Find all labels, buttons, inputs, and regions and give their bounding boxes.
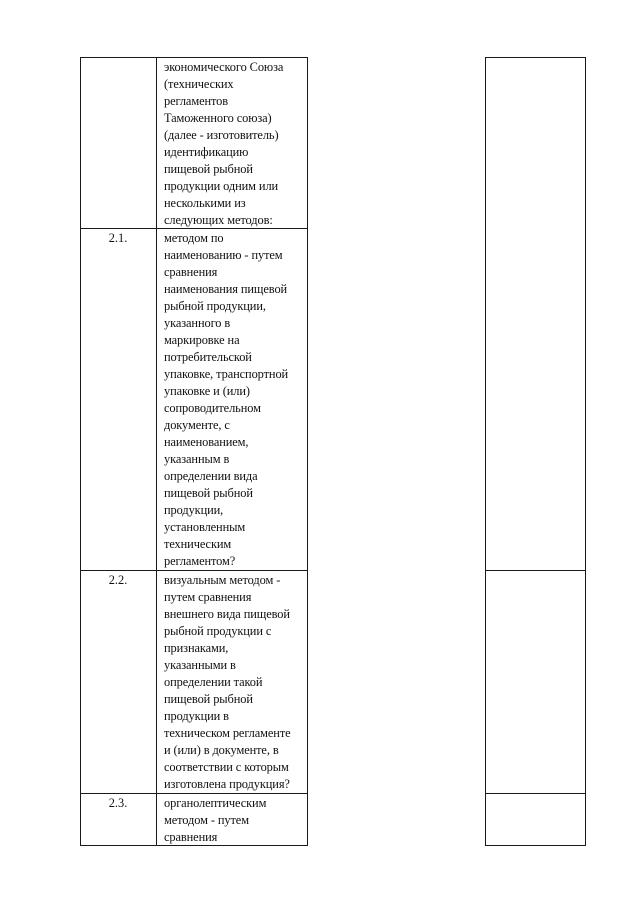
table-border-top-right: [485, 57, 586, 58]
table-divider-right-col: [485, 57, 486, 846]
table-border-left: [80, 57, 81, 846]
table-border-top-left: [80, 57, 308, 58]
row-text: визуальным методом - путем сравнения внешнего вида пищевой рыбной продукции с признаками, указанными в определении такой пищевой рыбной продукции в техническом регламенте и (или) в документе, в соответствии с которым изготовлена продукция?: [164, 573, 291, 791]
row-separator-2-right: [485, 570, 586, 571]
row-number: 2.3.: [108, 796, 128, 810]
row-number: 2.2.: [108, 573, 128, 587]
table-border-bottom-right: [485, 845, 586, 846]
row-number: 2.1.: [108, 231, 128, 245]
row-text: методом по наименованию - путем сравнения наименования пищевой рыбной продукции, указанного в маркировке на потребительской упаковке, транспортной упаковке и (или) сопроводительном документе, с наименованием, указанным в определении вида пищевой рыбной продукции, установленным техническим регламентом?: [164, 231, 289, 568]
row-separator-3-right: [485, 793, 586, 794]
table-border-right: [585, 57, 586, 846]
row-text: экономического Союза (технических регламентов Таможенного союза) (далее - изготовитель) идентификацию пищевой рыбной продукции одним или несколькими из следующих методов:: [164, 60, 284, 227]
row-separator-3-left: [80, 793, 308, 794]
table-divider-number: [156, 57, 157, 846]
row-text: органолептическим методом - путем сравнения: [164, 796, 267, 844]
table-divider-text: [307, 57, 308, 846]
row-separator-2-left: [80, 570, 308, 571]
